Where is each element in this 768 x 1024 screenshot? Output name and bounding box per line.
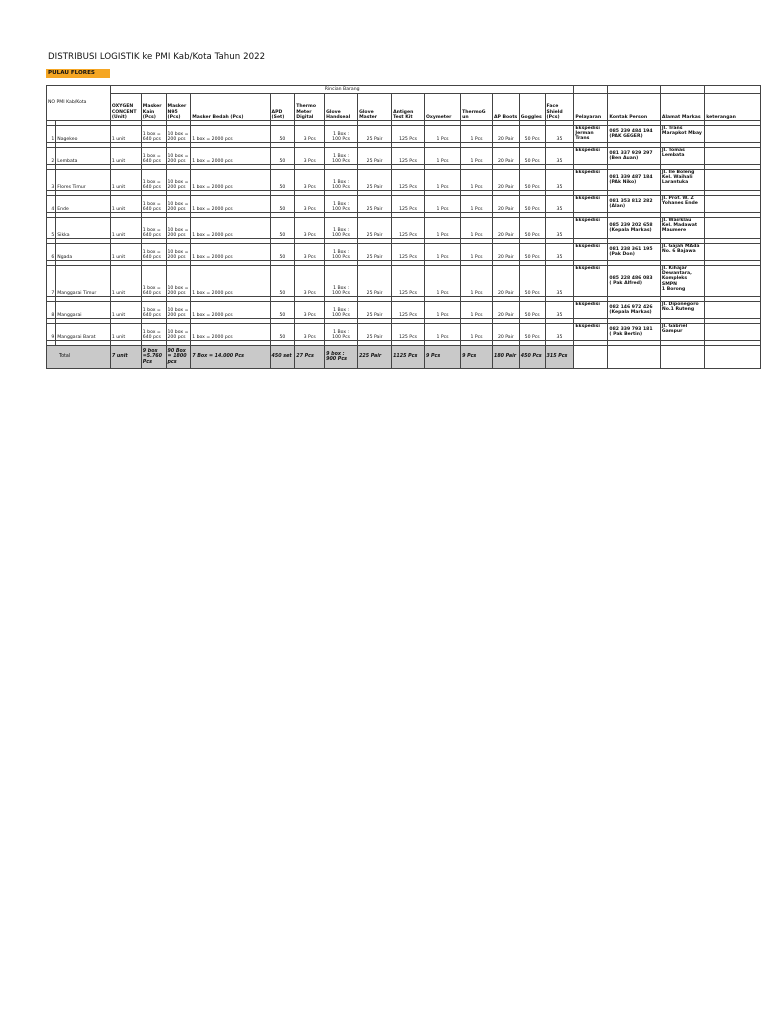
cell-goggles: 50 Pcs [519, 244, 545, 261]
cell-glove-master: 25 Pair [358, 266, 392, 297]
total-masker-bedah: 7 Box = 14.000 Pcs [191, 346, 270, 369]
cell-masker-kain: 1 box = 640 pcs [141, 324, 166, 341]
header-goggles: Goggles [519, 94, 545, 121]
cell-kontak: 082 146 972 426 (Kepala Markas) [608, 302, 661, 319]
cell-kab: Ngada [56, 244, 111, 261]
total-glove-handseal: 9 box : 900 Pcs [325, 346, 358, 369]
cell-thermogun: 1 Pcs [461, 196, 493, 213]
cell-goggles: 50 Pcs [519, 302, 545, 319]
cell-keterangan [705, 266, 761, 297]
cell-glove-handseal: 1 Box : 100 Pcs [325, 302, 358, 319]
cell-no: 1 [47, 126, 56, 143]
cell-thermogun: 1 Pcs [461, 266, 493, 297]
cell-oxymeter: 1 Pcs [425, 196, 461, 213]
document-title: DISTRIBUSI LOGISTIK ke PMI Kab/Kota Tahun 2022 [48, 52, 266, 62]
cell-antigen: 125 Pcs [392, 218, 425, 239]
cell-oxymeter: 1 Pcs [425, 302, 461, 319]
cell-masker-kain: 1 box = 640 pcs [141, 148, 166, 165]
cell-apd: 50 [270, 244, 295, 261]
header-alamat: Alamat Markas [660, 94, 704, 121]
cell-no: 4 [47, 196, 56, 213]
cell-oxygen: 1 unit [110, 170, 141, 191]
region-label: PULAU FLORES [46, 69, 110, 78]
cell-glove-master: 25 Pair [358, 126, 392, 143]
cell-oxymeter: 1 Pcs [425, 218, 461, 239]
cell-no: 3 [47, 170, 56, 191]
cell-masker-bedah: 1 box = 2000 pcs [191, 170, 270, 191]
cell-kab: Flores Timur [56, 170, 111, 191]
table-row [47, 218, 761, 239]
total-apd: 450 set [270, 346, 295, 369]
cell-oxygen: 1 unit [110, 218, 141, 239]
cell-masker-n95: 10 box = 200 pcs [166, 218, 191, 239]
cell-apd: 50 [270, 196, 295, 213]
cell-goggles: 50 Pcs [519, 218, 545, 239]
cell-glove-master: 25 Pair [358, 244, 392, 261]
cell-keterangan [705, 126, 761, 143]
cell-alamat: Jl. Wairklau Kel. Madawat Maumere [660, 218, 704, 239]
cell-apd: 50 [270, 302, 295, 319]
cell-masker-n95: 10 box = 200 pcs [166, 148, 191, 165]
column-header-row [47, 94, 761, 121]
cell-keterangan [705, 324, 761, 341]
cell-apboots: 20 Pair [492, 244, 519, 261]
cell-apboots: 20 Pair [492, 324, 519, 341]
cell-masker-bedah: 1 box = 2000 pcs [191, 196, 270, 213]
cell-antigen: 125 Pcs [392, 196, 425, 213]
table-row [47, 302, 761, 319]
cell-masker-bedah: 1 box = 2000 pcs [191, 126, 270, 143]
cell-goggles: 50 Pcs [519, 266, 545, 297]
cell-oxygen: 1 unit [110, 148, 141, 165]
cell-masker-bedah: 1 box = 2000 pcs [191, 148, 270, 165]
cell-alamat: Jl. Gajah MAda No. 6 Bajawa [660, 244, 704, 261]
cell-alamat: Jl. Ile Boleng Kel. Waihali Larantuka [660, 170, 704, 191]
total-antigen: 1125 Pcs [392, 346, 425, 369]
header-masker-bedah: Masker Bedah (Pcs) [191, 94, 270, 121]
cell-thermo: 3 Pcs [295, 170, 325, 191]
cell-glove-handseal: 1 Box : 100 Pcs [325, 218, 358, 239]
total-empty-cell [608, 346, 661, 369]
cell-thermo: 3 Pcs [295, 196, 325, 213]
total-masker-n95: 90 Box = 1800 pcs [166, 346, 191, 369]
cell-thermogun: 1 Pcs [461, 170, 493, 191]
cell-goggles: 50 Pcs [519, 148, 545, 165]
cell-kontak: 082 339 793 181 ( Pak Bertin) [608, 324, 661, 341]
cell-thermo: 3 Pcs [295, 324, 325, 341]
cell-goggles: 50 Pcs [519, 324, 545, 341]
header-antigen: Antigen Test Kit [392, 94, 425, 121]
header-kontak: Kontak Person [608, 94, 661, 121]
table-row [47, 170, 761, 191]
cell-thermo: 3 Pcs [295, 266, 325, 297]
cell-glove-master: 25 Pair [358, 196, 392, 213]
cell-apboots: 20 Pair [492, 266, 519, 297]
cell-thermogun: 1 Pcs [461, 218, 493, 239]
cell-apboots: 20 Pair [492, 170, 519, 191]
cell-thermogun: 1 Pcs [461, 126, 493, 143]
cell-alamat: Jl. Gabriel Gampur [660, 324, 704, 341]
cell-no: 7 [47, 266, 56, 297]
cell-alamat: Jl. Tomas Lembata [660, 148, 704, 165]
cell-kab: Manggarai [56, 302, 111, 319]
header-glove-handseal: Glove Handseal [325, 94, 358, 121]
distribution-table [46, 85, 761, 369]
cell-kab: Lembata [56, 148, 111, 165]
cell-no: 5 [47, 218, 56, 239]
cell-glove-handseal: 1 Box : 100 Pcs [325, 126, 358, 143]
cell-thermogun: 1 Pcs [461, 302, 493, 319]
header-pelayaran: Pelayaran [574, 94, 608, 121]
cell-apboots: 20 Pair [492, 196, 519, 213]
cell-faceshield: 35 [545, 324, 574, 341]
cell-keterangan [705, 170, 761, 191]
cell-glove-master: 25 Pair [358, 324, 392, 341]
total-apboots: 180 Pair [492, 346, 519, 369]
cell-apd: 50 [270, 218, 295, 239]
cell-alamat: Jl. Trans Marapkot Mbay [660, 126, 704, 143]
cell-keterangan [705, 196, 761, 213]
cell-goggles: 50 Pcs [519, 170, 545, 191]
cell-masker-n95: 10 box = 200 pcs [166, 266, 191, 297]
cell-faceshield: 35 [545, 266, 574, 297]
cell-glove-master: 25 Pair [358, 148, 392, 165]
cell-faceshield: 35 [545, 218, 574, 239]
cell-masker-bedah: 1 box = 2000 pcs [191, 218, 270, 239]
cell-thermo: 3 Pcs [295, 148, 325, 165]
cell-oxymeter: 1 Pcs [425, 148, 461, 165]
total-empty-cell [574, 346, 608, 369]
cell-oxygen: 1 unit [110, 126, 141, 143]
cell-apd: 50 [270, 170, 295, 191]
total-faceshield: 315 Pcs [545, 346, 574, 369]
cell-pelayaran: Ekspedisi [574, 302, 608, 319]
cell-pelayaran: Ekspedisi [574, 196, 608, 213]
total-glove-master: 225 Pair [358, 346, 392, 369]
cell-antigen: 125 Pcs [392, 148, 425, 165]
total-empty-cell [660, 346, 704, 369]
cell-masker-kain: 1 box = 640 pcs [141, 302, 166, 319]
header-thermogun: ThermoG un [461, 94, 493, 121]
cell-glove-handseal: 1 Box : 100 Pcs [325, 266, 358, 297]
cell-antigen: 125 Pcs [392, 324, 425, 341]
header-oxymeter: Oxymeter [425, 94, 461, 121]
cell-keterangan [705, 302, 761, 319]
cell-glove-handseal: 1 Box : 100 Pcs [325, 196, 358, 213]
cell-keterangan [705, 244, 761, 261]
cell-faceshield: 35 [545, 244, 574, 261]
cell-masker-kain: 1 box = 640 pcs [141, 170, 166, 191]
header-glove-master: Glove Master [358, 94, 392, 121]
total-thermogun: 9 Pcs [461, 346, 493, 369]
total-oxygen: 7 unit [110, 346, 141, 369]
header-apboots: AP Boots [492, 94, 519, 121]
cell-oxymeter: 1 Pcs [425, 324, 461, 341]
cell-glove-handseal: 1 Box : 100 Pcs [325, 244, 358, 261]
total-label: Total [47, 346, 111, 369]
cell-thermogun: 1 Pcs [461, 148, 493, 165]
cell-masker-bedah: 1 box = 2000 pcs [191, 302, 270, 319]
cell-keterangan [705, 218, 761, 239]
header-kab: PMI Kab/Kota [56, 100, 87, 106]
table-row [47, 324, 761, 341]
cell-oxymeter: 1 Pcs [425, 266, 461, 297]
cell-kontak: 085 239 484 194 (PAK GEGER) [608, 126, 661, 143]
cell-antigen: 125 Pcs [392, 170, 425, 191]
cell-kab: Ende [56, 196, 111, 213]
cell-no: 8 [47, 302, 56, 319]
cell-faceshield: 35 [545, 196, 574, 213]
cell-faceshield: 35 [545, 302, 574, 319]
cell-oxygen: 1 unit [110, 244, 141, 261]
cell-kab: Manggarai Timur [56, 266, 111, 297]
cell-kab: Nagekeo [56, 126, 111, 143]
cell-thermogun: 1 Pcs [461, 244, 493, 261]
cell-oxygen: 1 unit [110, 324, 141, 341]
cell-alamat: Jl. Diponegoro No.1 Ruteng [660, 302, 704, 319]
total-masker-kain: 9 box =5.760 Pcs [141, 346, 166, 369]
cell-antigen: 125 Pcs [392, 302, 425, 319]
cell-masker-bedah: 1 box = 2000 pcs [191, 324, 270, 341]
cell-faceshield: 35 [545, 126, 574, 143]
cell-masker-bedah: 1 box = 2000 pcs [191, 244, 270, 261]
table-row [47, 148, 761, 165]
cell-kab: Sikka [56, 218, 111, 239]
total-row [47, 346, 761, 369]
header-apd: APD (Set) [270, 94, 295, 121]
cell-pelayaran: Ekspedisi [574, 218, 608, 239]
cell-masker-bedah: 1 box = 2000 pcs [191, 266, 270, 297]
total-empty-cell [705, 346, 761, 369]
cell-thermo: 3 Pcs [295, 126, 325, 143]
cell-glove-master: 25 Pair [358, 302, 392, 319]
cell-masker-n95: 10 box = 200 pcs [166, 126, 191, 143]
cell-no: 2 [47, 148, 56, 165]
cell-oxymeter: 1 Pcs [425, 126, 461, 143]
header-masker-kain: Masker Kain (Pcs) [141, 94, 166, 121]
header-oxygen: OXYGEN CONCENT (Unit) [110, 94, 141, 121]
total-goggles: 450 Pcs [519, 346, 545, 369]
cell-keterangan [705, 148, 761, 165]
cell-antigen: 125 Pcs [392, 244, 425, 261]
cell-pelayaran: Ekspedisi [574, 324, 608, 341]
group-header-rincian: Rincian Barang [110, 86, 574, 94]
cell-kontak: 085 239 202 658 (Kepala Markas) [608, 218, 661, 239]
cell-pelayaran: Ekspedisi Jerman Trans [574, 126, 608, 143]
cell-masker-n95: 10 box = 200 pcs [166, 302, 191, 319]
cell-thermo: 3 Pcs [295, 218, 325, 239]
header-masker-n95: Masker N95 (Pcs) [166, 94, 191, 121]
cell-glove-handseal: 1 Box : 100 Pcs [325, 148, 358, 165]
cell-kontak: 081 339 487 184 (PAk Niko) [608, 170, 661, 191]
cell-alamat: Jl. Kihajar Dewantara, Kompleks SMPN 1 Borong [660, 266, 704, 297]
cell-pelayaran: Ekspedisi [574, 170, 608, 191]
cell-kontak: 081 337 929 297 (Ben Auan) [608, 148, 661, 165]
cell-thermo: 3 Pcs [295, 244, 325, 261]
cell-thermogun: 1 Pcs [461, 324, 493, 341]
cell-faceshield: 35 [545, 170, 574, 191]
cell-apboots: 20 Pair [492, 302, 519, 319]
cell-glove-handseal: 1 Box : 100 Pcs [325, 324, 358, 341]
cell-oxygen: 1 unit [110, 302, 141, 319]
table-row [47, 126, 761, 143]
cell-kontak: 081 353 812 282 (Alan) [608, 196, 661, 213]
total-oxymeter: 9 Pcs [425, 346, 461, 369]
cell-glove-handseal: 1 Box : 100 Pcs [325, 170, 358, 191]
cell-masker-kain: 1 box = 640 pcs [141, 126, 166, 143]
header-no: NO [48, 100, 56, 106]
cell-no: 9 [47, 324, 56, 341]
cell-kab: Manggarai Barat [56, 324, 111, 341]
total-thermo: 27 Pcs [295, 346, 325, 369]
cell-masker-kain: 1 box = 640 pcs [141, 266, 166, 297]
cell-masker-kain: 1 box = 640 pcs [141, 196, 166, 213]
header-faceshield: Face Shield (Pcs) [545, 94, 574, 121]
cell-masker-n95: 10 box = 200 pcs [166, 324, 191, 341]
cell-masker-n95: 10 box = 200 pcs [166, 244, 191, 261]
cell-oxygen: 1 unit [110, 196, 141, 213]
cell-kontak: 081 238 361 195 (Pak Don) [608, 244, 661, 261]
cell-pelayaran: Ekspedisi [574, 266, 608, 297]
cell-apd: 50 [270, 266, 295, 297]
cell-oxygen: 1 unit [110, 266, 141, 297]
cell-masker-n95: 10 box = 200 pcs [166, 196, 191, 213]
cell-pelayaran: Ekspedisi [574, 148, 608, 165]
cell-glove-master: 25 Pair [358, 218, 392, 239]
table-row [47, 244, 761, 261]
cell-apboots: 20 Pair [492, 126, 519, 143]
header-thermo: Thermo Meter Digital [295, 94, 325, 121]
group-header-row [47, 86, 761, 94]
cell-apd: 50 [270, 148, 295, 165]
table-row [47, 196, 761, 213]
cell-glove-master: 25 Pair [358, 170, 392, 191]
cell-antigen: 125 Pcs [392, 266, 425, 297]
cell-no: 6 [47, 244, 56, 261]
cell-oxymeter: 1 Pcs [425, 170, 461, 191]
cell-goggles: 50 Pcs [519, 196, 545, 213]
cell-alamat: Jl. Prof. W. Z Yohanes Ende [660, 196, 704, 213]
cell-oxymeter: 1 Pcs [425, 244, 461, 261]
header-keterangan: keterangan [705, 94, 761, 121]
cell-antigen: 125 Pcs [392, 126, 425, 143]
cell-apboots: 20 Pair [492, 218, 519, 239]
cell-masker-kain: 1 box = 640 pcs [141, 244, 166, 261]
cell-masker-n95: 10 box = 200 pcs [166, 170, 191, 191]
cell-apd: 50 [270, 324, 295, 341]
cell-pelayaran: Ekspedisi [574, 244, 608, 261]
cell-masker-kain: 1 box = 640 pcs [141, 218, 166, 239]
cell-goggles: 50 Pcs [519, 126, 545, 143]
cell-apd: 50 [270, 126, 295, 143]
cell-thermo: 3 Pcs [295, 302, 325, 319]
cell-kontak: 085 228 486 083 ( Pak Alfred) [608, 266, 661, 297]
table-row [47, 266, 761, 297]
cell-faceshield: 35 [545, 148, 574, 165]
cell-apboots: 20 Pair [492, 148, 519, 165]
